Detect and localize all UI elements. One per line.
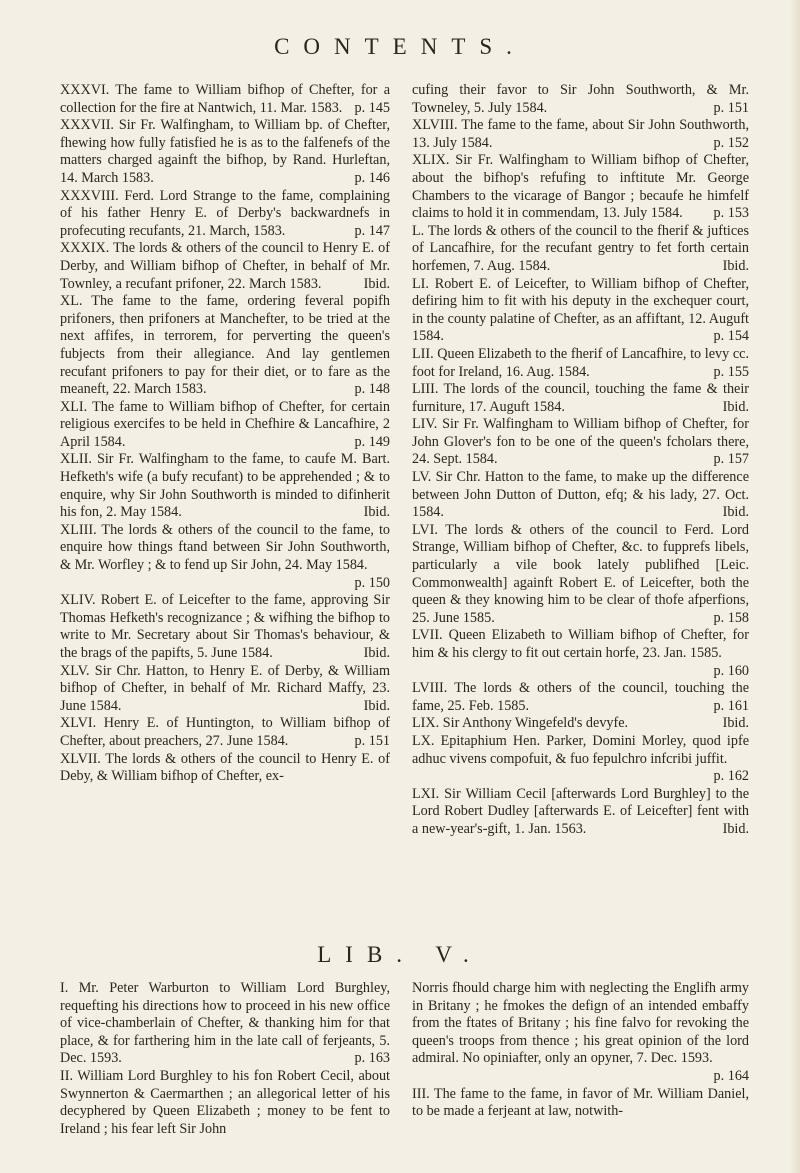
entry-text: LIX. Sir Anthony Wingefeld's devyfe. <box>412 715 629 732</box>
entry-text: LVIII. The lords & others of the council, touching the fame, 25. Feb. 1585. <box>412 680 749 714</box>
entry-text: II. William Lord Burghley to his fon Robert Cecil, about Swynnerton & Caermarthen ; an allegorical letter of his decyphered by Queen Elizabeth ; money to be fent to Ireland ; his fear left Sir John <box>60 1067 390 1137</box>
book-right-column <box>412 980 749 1121</box>
toc-entry <box>412 276 749 346</box>
entry-text: XL. The fame to the fame, ordering feveral popifh prifoners, then prifoners at Manchefter, to be tried at the next affifes, in terrorem, for perverting the queen's fubjects from their allegiance. And lay gentlemen recufant prifoners to pay for their diet, or to fare as the meaneft, 22. March 1583. <box>60 293 390 398</box>
entry-text: XLIII. The lords & others of the council to the fame, to enquire how things ftand between Sir John Southworth, & Mr. Worfley ; & to fend up Sir John, 24. May 1584. <box>60 521 390 574</box>
toc-entry <box>60 715 390 750</box>
toc-entry <box>60 117 390 187</box>
entry-page-ref: Ibid. <box>722 257 749 274</box>
book-left-column <box>60 980 390 1138</box>
toc-entry <box>412 522 749 628</box>
entry-page-ref: p. 151 <box>713 99 749 116</box>
toc-entry <box>60 451 390 521</box>
entry-text: XLIX. Sir Fr. Walfingham to William bifhop of Chefter, about the bifhop's refufing to inftitute Mr. George Chambers to the vicarage of Bangor ; becaufe he himfelf claims to hold it in commendam, 13. July 1584. <box>412 152 749 222</box>
entry-page-ref: Ibid. <box>722 820 749 837</box>
left-column <box>60 82 390 786</box>
toc-entry <box>60 522 390 592</box>
page-title: CONTENTS. <box>274 34 526 59</box>
entry-text: LIII. The lords of the council, touching the fame & their furniture, 17. Auguft 1584. <box>412 381 749 415</box>
entry-page-ref: Ibid. <box>722 504 749 521</box>
entry-text: XLI. The fame to William bifhop of Chefter, for certain religious exercifes to be held in Chefhire & Lancafhire, 2 April 1584. <box>60 398 390 450</box>
toc-entry <box>60 399 390 452</box>
entry-text: cufing their favor to Sir John Southworth, & Mr. Towneley, 5. July 1584. <box>412 82 749 116</box>
entry-text: XLVI. Henry E. of Huntington, to William bifhop of Chefter, about preachers, 27. June 1584. <box>60 715 390 749</box>
entry-text: XLVIII. The fame to the fame, about Sir John Southworth, 13. July 1584. <box>412 117 749 151</box>
entry-page-ref: p. 153 <box>713 205 749 222</box>
right-column <box>412 82 749 839</box>
entry-text: Norris fhould charge him with neglecting the Englifh army in Britany ; he fmokes the defign of an intended embaffy from the ftates of Britany ; his fine falvo for revoking the queen's troops from thence ; his great opinion of the lord admiral. No opiniafter, only an opyner, 7. Dec. 1593. <box>412 980 749 1067</box>
entry-page-ref: p. 150 <box>354 574 390 591</box>
entry-page-ref: p. 152 <box>713 134 749 151</box>
toc-entry <box>412 416 749 469</box>
entry-text: XLIV. Robert E. of Leicefter to the fame, approving Sir Thomas Hefketh's recognizance ; & wifhing the bifhop to write to Mr. Secretary about Sir Thomas's behaviour, & the brags of the papifts, 5. June 1584. <box>60 592 390 661</box>
toc-entry <box>60 82 390 117</box>
entry-text: XXXVI. The fame to William bifhop of Chefter, for a collection for the fire at Nantwich, 11. Mar. 1583. <box>60 82 390 116</box>
toc-entry <box>412 469 749 522</box>
entry-text: XLVII. The lords & others of the council to Henry E. of Deby, & William bifhop of Chefter, ex- <box>60 750 390 785</box>
entry-text: XLII. Sir Fr. Walfingham to the fame, to caufe M. Bart. Hefketh's wife (a bufy recufant) to be apprehended ; & to enquire, why Sir John Southworth is minded to difinherit his fon, 2. May 1584. <box>60 451 390 521</box>
toc-entry <box>60 1068 390 1138</box>
entry-page-ref: p. 145 <box>354 99 390 116</box>
entry-text: XXXIX. The lords & others of the council to Henry E. of Derby, and William bifhop of Chefter, in behalf of Mr. Townley, a recufant prifoner, 22. March 1583. <box>60 240 390 292</box>
toc-entry <box>412 715 749 733</box>
entry-page-ref: p. 151 <box>354 732 390 749</box>
entry-page-ref: p. 154 <box>713 328 749 345</box>
entry-text: LVII. Queen Elizabeth to William bifhop of Chefter, for him & his clergy to fit out certain horfe, 23. Jan. 1585. <box>412 627 749 661</box>
toc-entry <box>412 786 749 839</box>
entry-page-ref: Ibid. <box>363 504 390 521</box>
entry-page-ref: p. 155 <box>713 363 749 380</box>
entry-page-ref: p. 158 <box>713 609 749 626</box>
toc-entry <box>412 627 749 680</box>
toc-entry <box>412 1086 749 1121</box>
entry-text: XXXVII. Sir Fr. Walfingham, to William bp. of Chefter, fhewing how fully fatisfied he is as to the falfenefs of the matters charged againft the bifhop, by Rand. Hurleftan, 14. March 1583. <box>60 117 390 186</box>
entry-text: LII. Queen Elizabeth to the fherif of Lancafhire, to levy cc. foot for Ireland, 16. Aug. 1584. <box>412 345 749 380</box>
toc-entry <box>412 680 749 715</box>
section-heading: LIB. V. <box>317 942 483 967</box>
entry-page-ref: p. 148 <box>354 381 390 398</box>
toc-entry <box>60 592 390 662</box>
entry-text: III. The fame to the fame, in favor of Mr. William Daniel, to be made a ferjeant at law, notwith- <box>412 1085 749 1120</box>
entry-text: L. The lords & others of the council to the fherif & juftices of Lancafhire, for the recufant gentry to fet forth certain horfemen, 7. Aug. 1584. <box>412 222 749 274</box>
toc-entry <box>412 152 749 222</box>
toc-entry <box>60 240 390 293</box>
entry-text: LX. Epitaphium Hen. Parker, Domini Morley, quod ipfe adhuc vivens compofuit, & fuo fepulchro infcribi juffit. <box>412 732 749 767</box>
entry-page-ref: Ibid. <box>722 715 749 732</box>
entry-page-ref: p. 164 <box>713 1067 749 1084</box>
entry-page-ref: p. 147 <box>354 222 390 239</box>
entry-page-ref: p. 146 <box>354 169 390 186</box>
entry-text: XXXVIII. Ferd. Lord Strange to the fame, complaining of his father Henry E. of Derby's backwardnefs in profecuting recufants, 21. March, 1583. <box>60 187 390 239</box>
entry-text: LXI. Sir William Cecil [afterwards Lord Burghley] to the Lord Robert Dudley [afterwards E. of Leicefter] fent with a new-year's-gift, 1. Jan. 1563. <box>412 785 749 837</box>
toc-entry <box>60 980 390 1068</box>
entry-page-ref: p. 149 <box>354 433 390 450</box>
entry-page-ref: p. 160 <box>713 662 749 679</box>
toc-entry <box>412 346 749 381</box>
entry-text: LV. Sir Chr. Hatton to the fame, to make up the difference between John Dutton of Dutton, efq; & his lady, 27. Oct. 1584. <box>412 469 749 521</box>
entry-page-ref: Ibid. <box>722 398 749 415</box>
entry-page-ref: p. 157 <box>713 451 749 468</box>
entry-page-ref: p. 163 <box>354 1050 390 1067</box>
entry-page-ref: p. 161 <box>713 697 749 714</box>
entry-page-ref: Ibid. <box>363 275 390 292</box>
entry-text: LI. Robert E. of Leicefter, to William bifhop of Chefter, defiring him to fit with his deputy in the exchequer court, in the county palatine of Chefter, as an affiftant, 12. Auguft 1584. <box>412 275 749 345</box>
toc-entry <box>60 751 390 786</box>
entry-text: I. Mr. Peter Warburton to William Lord Burghley, requefting his directions how to proceed in his new office of vice-chamberlain of Chefter, & thanking him for that place, & for farthering him in the late call of ferjeants, 5. Dec. 1593. <box>60 980 390 1067</box>
toc-entry <box>412 223 749 276</box>
entry-text: XLV. Sir Chr. Hatton, to Henry E. of Derby, & William bifhop of Chefter, in behalf of Mr. Richard Maffy, 23. June 1584. <box>60 662 390 714</box>
toc-entry <box>60 188 390 241</box>
entry-page-ref: Ibid. <box>363 645 390 661</box>
toc-entry <box>60 663 390 716</box>
entry-page-ref: p. 162 <box>713 768 749 785</box>
toc-entry <box>412 117 749 152</box>
entry-text: LIV. Sir Fr. Walfingham to William bifhop of Chefter, for John Glover's fon to be one of the queen's fcholars there, 24. Sept. 1584. <box>412 416 749 468</box>
toc-entry <box>60 293 390 399</box>
toc-entry <box>412 381 749 416</box>
toc-entry <box>412 733 749 786</box>
entry-page-ref: Ibid. <box>363 697 390 714</box>
toc-entry <box>412 82 749 117</box>
entry-text: LVI. The lords & others of the council to Ferd. Lord Strange, William bifhop of Chefter, &c. to fupprefs libels, particularly a vile book lately publifhed [Leic. Commonwealth] againft Robert E. of Leicefter, both the queen & they knowing him to be clear of thofe afperfions, 25. June 1585. <box>412 521 749 626</box>
toc-entry <box>412 980 749 1086</box>
page-edge <box>790 0 800 1173</box>
